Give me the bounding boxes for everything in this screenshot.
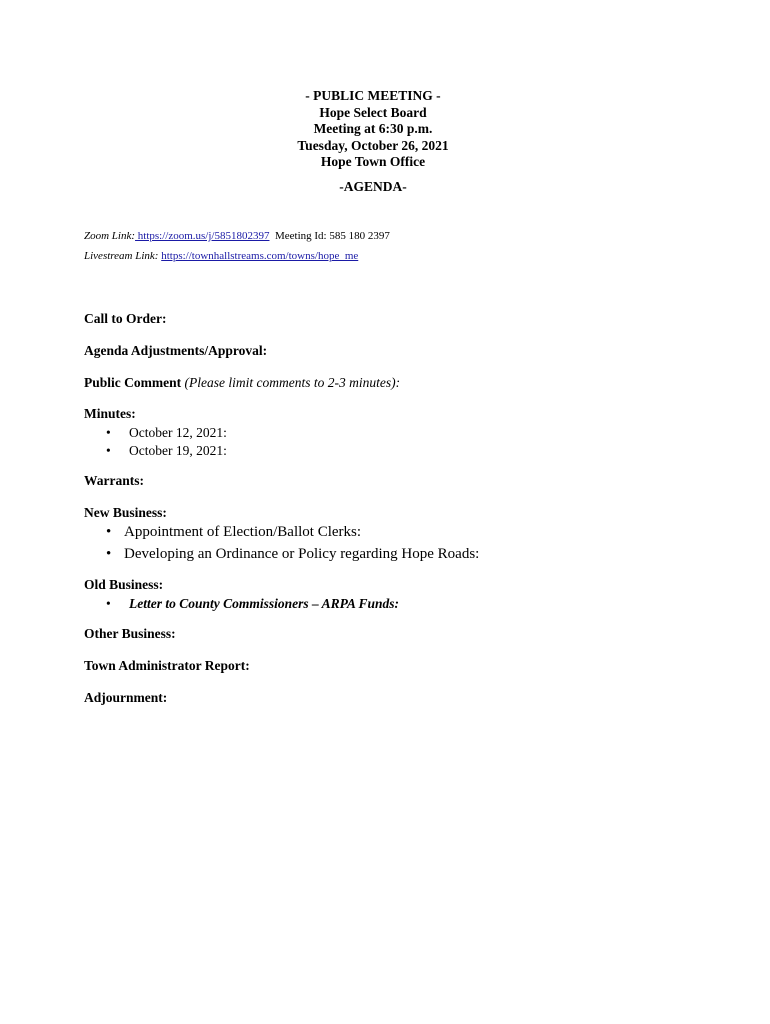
new-business-section (84, 505, 479, 565)
zoom-link[interactable]: https://zoom.us/j/5851802397 (135, 230, 270, 242)
bullet-icon: • (106, 442, 111, 458)
old-business-heading: Old Business: (84, 577, 164, 592)
bullet-icon: • (106, 524, 112, 540)
agenda-adjustments (84, 343, 267, 359)
minutes-item: October 19, 2021: (129, 442, 227, 458)
public-comment-heading: Public Comment (84, 375, 182, 390)
public-comment-note: (Please limit comments to 2-3 minutes): (181, 375, 401, 390)
meeting-location: Hope Town Office (320, 154, 426, 169)
adjournment (84, 690, 167, 706)
meeting-links (84, 226, 390, 266)
agenda-adjustments-heading: Agenda Adjustments/Approval: (84, 343, 268, 358)
list-item (84, 595, 399, 612)
list-item (84, 424, 227, 442)
adjournment-heading: Adjournment: (84, 690, 168, 705)
warrants-heading: Warrants: (84, 473, 144, 488)
town-admin-report-heading: Town Administrator Report: (84, 658, 250, 673)
other-business (84, 626, 176, 642)
list-item (84, 442, 227, 460)
old-business-section (84, 577, 399, 612)
call-to-order (84, 311, 166, 327)
zoom-link-label: Zoom Link: (84, 230, 136, 242)
minutes-item: October 12, 2021: (129, 425, 227, 440)
meeting-time: Meeting at 6:30 p.m. (313, 121, 433, 136)
meeting-date: Tuesday, October 26, 2021 (297, 137, 449, 153)
new-business-list (84, 521, 479, 565)
new-business-heading: New Business: (84, 505, 167, 520)
public-comment (84, 375, 400, 391)
old-business-item: Letter to County Commissioners – ARPA Funds: (129, 596, 400, 611)
old-business-list (84, 595, 399, 612)
meeting-type: - PUBLIC MEETING - (305, 88, 441, 103)
zoom-link-row (84, 226, 390, 246)
livestream-link-row (84, 246, 390, 266)
meeting-id: Meeting Id: 585 180 2397 (269, 230, 390, 242)
livestream-link-label: Livestream Link: (84, 250, 159, 262)
minutes-section (84, 406, 227, 459)
agenda-title: -AGENDA- (339, 179, 407, 194)
town-admin-report (84, 658, 250, 674)
other-business-heading: Other Business: (84, 626, 176, 641)
board-name: Hope Select Board (319, 104, 427, 120)
warrants (84, 473, 144, 489)
bullet-icon: • (106, 546, 112, 562)
bullet-icon: • (106, 596, 111, 611)
bullet-icon: • (106, 425, 111, 440)
minutes-list (84, 424, 227, 459)
minutes-heading: Minutes: (84, 406, 136, 421)
livestream-link[interactable]: https://townhallstreams.com/towns/hope_me (161, 250, 359, 262)
new-business-item: Developing an Ordinance or Policy regarding Hope Roads: (124, 546, 480, 562)
new-business-item: Appointment of Election/Ballot Clerks: (124, 524, 362, 540)
list-item (84, 521, 479, 543)
meeting-header (0, 88, 746, 171)
list-item (84, 543, 479, 565)
call-to-order-heading: Call to Order: (84, 311, 167, 326)
